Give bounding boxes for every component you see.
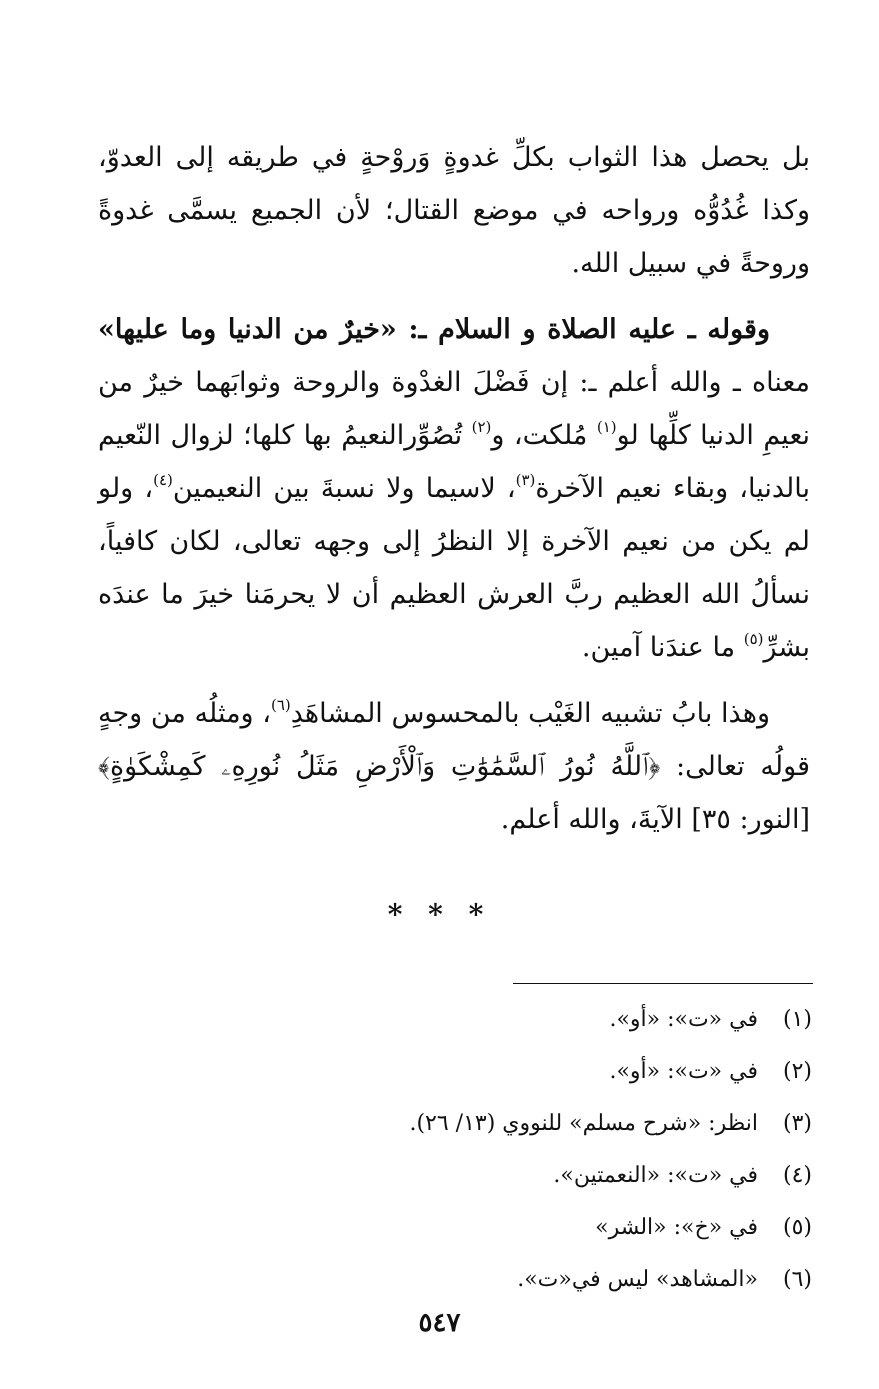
page-number: ٥٤٧ [418, 1308, 461, 1338]
main-text [98, 131, 810, 859]
text-run: وهذا بابُ تشبيه الغَيْب بالمحسوس المشاهَدِ [290, 698, 770, 729]
quran-verse: ﴿ٱللَّهُ نُورُ ٱلسَّمَٰوَٰتِ وَٱلْأَرْضِ مَثَلُ نُورِهِۦ كَمِشْكَوٰةٍ﴾ [98, 751, 661, 782]
text-run: تُصُوِّرالنعيمُ بها كلها؛ لزوال النّعيم بالدنيا، وبقاء نعيم الآخرة [98, 420, 810, 504]
footnote-ref-1[interactable]: (١) [596, 418, 617, 436]
footnote-5 [300, 1208, 812, 1260]
section-separator: * * * [387, 898, 492, 931]
footnote-divider [513, 983, 813, 984]
hadith-lead: وقوله ـ عليه الصلاة و السلام ـ: [396, 314, 770, 345]
text-run: معناه ـ والله أعلم ـ: إن فَضْلَ الغدْوة والروحة وثوابَهما خيرٌ من نعيمِ الدنيا كلِّها لو [98, 367, 810, 451]
footnote-ref-2[interactable]: (٢) [471, 418, 492, 436]
text-run: مُلكت، و [491, 420, 597, 451]
footnote-3 [300, 1104, 812, 1156]
footnote-2 [300, 1052, 812, 1104]
text-run: ما عندَنا آمين. [581, 632, 744, 663]
text-run: ، لاسيما ولا نسبةَ بين النعيمين [172, 473, 516, 504]
footnote-number: (٤) [782, 1163, 812, 1188]
footnote-text: في «ت»: «أو». [609, 1007, 758, 1032]
text-run: ، ومثلُه من وجهٍ قولُه تعالى: [98, 698, 810, 782]
text-run: ، ولو لم يكن من نعيم الآخرة إلا النظرُ إلى وجهه تعالى، لكان كافياً، نسألُ الله العظيم ربَّ العرش العظيم أن لا يحرمَنا خيرَ ما عندَه بشرِّ [98, 473, 810, 663]
footnote-text: في «ت»: «النعمتين». [553, 1163, 758, 1188]
footnote-ref-4[interactable]: (٤) [153, 471, 173, 489]
footnote-1 [300, 1000, 812, 1052]
hadith-quote: «خيرٌ من الدنيا وما عليها» [98, 314, 397, 345]
footnote-number: (٣) [782, 1111, 812, 1136]
paragraph-1: بل يحصل هذا الثواب بكلِّ غدوةٍ وَروْحةٍ في طريقه إلى العدوّ، وكذا غُدُوُّه ورواحه في موضع القتال؛ لأن الجميع يسمَّى غدوةً وروحةً في سبيل الله. [98, 142, 810, 279]
footnote-number: (٢) [782, 1059, 812, 1084]
paragraph-2 [98, 303, 810, 674]
footnote-ref-3[interactable]: (٣) [515, 471, 536, 489]
footnote-ref-5[interactable]: (٥) [743, 630, 764, 648]
footnote-text: انظر: «شرح مسلم» للنووي (١٣/ ٢٦). [409, 1111, 758, 1136]
footnote-number: (١) [782, 1007, 812, 1032]
footnote-text: في «ت»: «أو». [609, 1059, 758, 1084]
paragraph-3 [98, 687, 810, 846]
footnote-4 [300, 1156, 812, 1208]
text-run: [النور: ٣٥] الآيةَ، والله أعلم. [500, 804, 810, 835]
footnote-number: (٥) [782, 1215, 812, 1240]
footnotes [300, 1000, 812, 1312]
footnote-text: في «خ»: «الشر» [595, 1215, 758, 1240]
footnote-text: «المشاهد» ليس في«ت». [517, 1267, 758, 1292]
footnote-number: (٦) [782, 1267, 812, 1292]
footnote-6 [300, 1260, 812, 1312]
footnote-ref-6[interactable]: (٦) [270, 696, 291, 714]
